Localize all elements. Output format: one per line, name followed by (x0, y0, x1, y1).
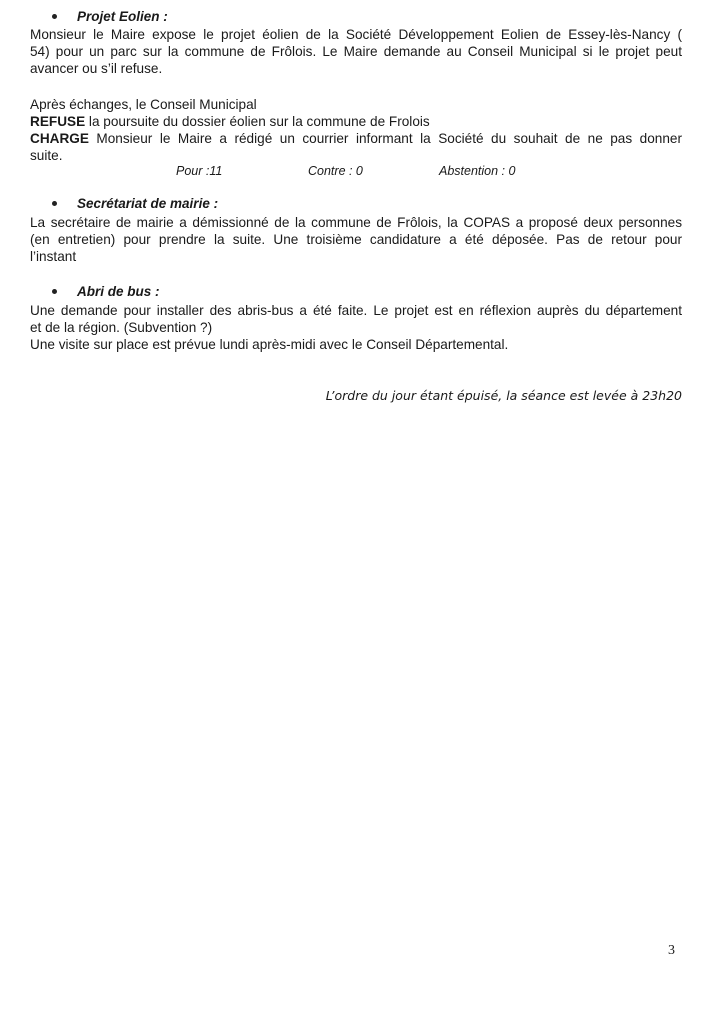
text-line: (en entretien) pour prendre la suite. Une troisième candidature a été déposée. Pas de retour pour (30, 232, 682, 247)
text-line: La secrétaire de mairie a démissionné de la commune de Frôlois, la COPAS a proposé deux personnes (30, 215, 682, 230)
bullet-icon (52, 201, 57, 206)
text-fragment: la poursuite du dossier éolien sur la commune de Frolois (85, 114, 430, 129)
bullet-icon (52, 14, 57, 19)
closing-statement: L’ordre du jour étant épuisé, la séance est levée à 23h20 (325, 388, 682, 403)
bullet-icon (52, 289, 57, 294)
text-line: avancer ou s’il refuse. (30, 61, 163, 76)
paragraph-eolien-expose (30, 26, 682, 77)
paragraph-abri-de-bus (30, 302, 682, 353)
vote-abstention: Abstention : 0 (439, 164, 516, 178)
text-line: l’instant (30, 249, 77, 264)
text-line: Une visite sur place est prévue lundi après-midi avec le Conseil Départemental. (30, 337, 509, 352)
refuse-line (30, 113, 682, 130)
text-line: Monsieur le Maire expose le projet éolien de la Société Développement Eolien de Essey-lès-Nancy ( (30, 27, 682, 42)
section-title: Projet Eolien : (77, 9, 168, 24)
text-line: et de la région. (Subvention ?) (30, 320, 213, 335)
vote-pour: Pour :11 (176, 164, 223, 178)
text-line: 54) pour un parc sur la commune de Frôlois. Le Maire demande au Conseil Municipal si le projet peut (30, 44, 682, 59)
charge-line (30, 130, 682, 147)
paragraph-eolien-deliberation (30, 96, 682, 164)
text-fragment: Monsieur le Maire a rédigé un courrier informant la Société du souhait de ne pas donner (88, 131, 682, 146)
section-heading-projet-eolien (52, 9, 168, 24)
page-number: 3 (668, 943, 675, 958)
vote-contre: Contre : 0 (308, 164, 363, 178)
text-line: suite. (30, 148, 63, 163)
keyword-charge: CHARGE (30, 131, 89, 146)
section-heading-abri-de-bus (52, 284, 160, 299)
keyword-refuse: REFUSE (30, 114, 86, 129)
section-heading-secretariat (52, 196, 218, 211)
section-title: Secrétariat de mairie : (77, 196, 219, 211)
paragraph-secretariat (30, 214, 682, 265)
text-line: Après échanges, le Conseil Municipal (30, 97, 257, 112)
section-title: Abri de bus : (77, 284, 160, 299)
text-line: Une demande pour installer des abris-bus a été faite. Le projet est en réflexion auprès du département (30, 303, 682, 318)
